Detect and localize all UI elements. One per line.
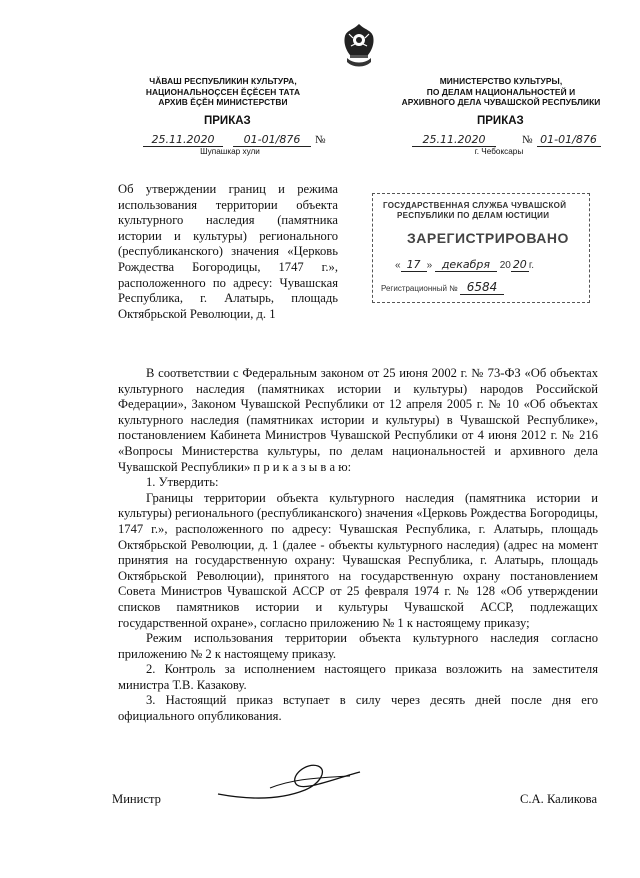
header-right-line-3: АРХИВНОГО ДЕЛА ЧУВАШСКОЙ РЕСПУБЛИКИ: [401, 97, 601, 107]
body-paragraph-1: В соответствии с Федеральным законом от 25 июня 2002 г. № 73-ФЗ «Об объектах культурного наследия (памятниках истории и культуры) народов Российской Федерации», Законом Чувашской Республики от 12 апреля 2005 г. № 10 «Об объектах культурного наследия (памятниках истории и культуры) в Чувашской Республике», постановлением Кабинета Министров Чувашской Республики от 4 июня 2012 г. № 216 «Вопросы Министерства культуры, по делам национальностей и архивного дела Чувашской Республики» п р и к а з ы в а ю:: [118, 366, 598, 474]
signature-position: Министр: [112, 792, 161, 806]
order-place-right: г. Чебоксары: [474, 147, 524, 156]
stamp-year: 20: [512, 258, 527, 271]
order-date-number-right: [412, 130, 622, 148]
order-place-left: Шупашкар хули: [200, 147, 260, 156]
header-right-line-2: ПО ДЕЛАМ НАЦИОНАЛЬНОСТЕЙ И: [426, 86, 576, 97]
order-date-right: 25.11.2020: [412, 133, 496, 147]
body-paragraph-6: 3. Настоящий приказ вступает в силу через десять дней после дня его официального опубликования.: [118, 693, 598, 724]
order-title-right: ПРИКАЗ: [477, 115, 524, 127]
order-number-left: 01-01/876: [233, 133, 311, 147]
stamp-day: 17: [401, 258, 427, 272]
handwritten-signature: [210, 750, 370, 810]
order-no-sign-left: №: [315, 134, 326, 146]
header-left-line-2: НАЦИОНАЛЬНОÇСЕН ĔÇĔСЕН ТАТА: [145, 86, 301, 97]
coat-of-arms-emblem: [341, 22, 377, 70]
order-date-left: 25.11.2020: [143, 133, 223, 147]
stamp-date-open: «: [395, 260, 401, 271]
stamp-line-3: ЗАРЕГИСТРИРОВАНО: [407, 230, 569, 246]
body-paragraph-3: Границы территории объекта культурного наследия (памятника истории и культуры) регионального (республиканского) значения «Церковь Рождества Богородицы, 1747 г.», расположенного по адресу: Чувашская Республика, г. Алатырь, площадь Октябрьской Революции, д. 1 (далее - объекты культурного наследия) (адрес на момент принятия на государственную охрану: Чувашская Республика, г. Алатырь, площадь Октябрьской Революции), принятого на государственную охрану постановлением Совета Министров Чувашской АССР от 25 февраля 1974 г. № 128 «Об утверждении списков памятников истории и культуры Чувашской АССР, подлежащих государственной охране», согласно приложению № 1 к настоящему приказу;: [118, 490, 598, 630]
stamp-reg-label: Регистрационный №: [381, 284, 458, 293]
stamp-date: [395, 258, 534, 272]
header-left-line-1: ЧӐВАШ РЕСПУБЛИКИН КУЛЬТУРА,: [149, 76, 297, 86]
header-right-line-1: МИНИСТЕРСТВО КУЛЬТУРЫ,: [439, 76, 563, 86]
stamp-reg-number: 6584: [460, 280, 504, 295]
stamp-year-suffix: г.: [528, 260, 535, 271]
body-paragraph-2: 1. Утвердить:: [146, 475, 219, 490]
order-title-left: ПРИКАЗ: [204, 115, 251, 127]
body-paragraph-4: Режим использования территории объекта культурного наследия согласно приложению № 2 к настоящему приказу.: [118, 631, 598, 661]
stamp-date-close: »: [426, 260, 433, 271]
stamp-line-1: ГОСУДАРСТВЕННАЯ СЛУЖБА ЧУВАШСКОЙ: [383, 201, 567, 210]
body-paragraph-5: 2. Контроль за исполнением настоящего приказа возложить на заместителя министра Т.В. Казакову.: [118, 662, 598, 692]
header-right: [390, 76, 612, 108]
order-no-sign-right: №: [522, 134, 533, 146]
stamp-month: декабря: [435, 258, 497, 272]
stamp-registration: [381, 280, 504, 295]
header-left: [118, 76, 328, 108]
stamp-year-prefix: 20: [499, 260, 511, 271]
document-body: [118, 366, 598, 725]
order-date-number-left: [143, 130, 343, 148]
document-subject: Об утверждении границ и режима использования территории объекта культурного наследия (памятника истории и культуры) регионального (республиканского) значения «Церковь Рождества Богородицы, 1747 г.», расположенного по адресу: Чувашская Республика, г. Алатырь, площадь Октябрьской Революции, д. 1: [118, 182, 338, 321]
registration-stamp: [372, 193, 590, 303]
header-left-line-3: АРХИВ ĔÇĔН МИНИСТЕРСТВИ: [158, 97, 288, 107]
signature-name: С.А. Каликова: [520, 792, 598, 806]
order-number-right: 01-01/876: [537, 133, 601, 147]
stamp-line-2: РЕСПУБЛИКИ ПО ДЕЛАМ ЮСТИЦИИ: [397, 211, 550, 220]
